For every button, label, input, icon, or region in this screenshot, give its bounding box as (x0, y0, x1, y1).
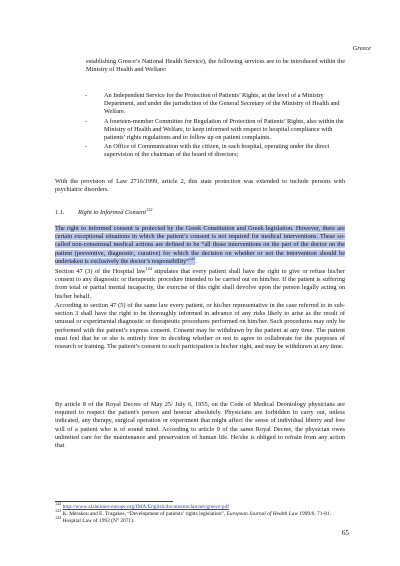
services-list (104, 92, 345, 161)
section-47-3-paragraph (55, 265, 346, 301)
footnote-ref: 124 (145, 265, 152, 271)
text-selection-highlight[interactable] (55, 225, 345, 265)
page-number: 65 (341, 529, 349, 537)
footnote (55, 501, 345, 511)
list-item: - An Independent Service for the Protection of Patients’ Rights, at the level of a Ministry Department, and under the jurisdiction of the General Secretary of the Ministry of Health and Welfare. (104, 92, 345, 117)
journal-title: European Journal of Health Law (226, 510, 298, 517)
section-heading (55, 206, 153, 216)
paragraph-lead: Section 47 (3) of the Hospital law (55, 268, 146, 275)
law-extension-paragraph: With the provision of Law 2716/1999, article 2, this state protection was extended to include persons with psychiatric disorders. (55, 178, 345, 194)
paragraph-end: . (195, 257, 197, 265)
list-item: - A fourteen-member Committee for Regulation of Protection of Patients’ Rights, also within the Ministry of Health and Welfare, to keep informed with respect to hospital compliance with patients’ rights regulations and to follow up on patient complaints. (104, 118, 345, 143)
royal-decree-paragraph: By article 8 of the Royal Decree of May 25/ July 6, 1955, on the Code of Medical Deontology physicians are required to respect the patient's person and honour absolutely. Physicians are forbidden to carry out, unless indicated, any therapy, surgical operation or experiment that might affect the sense of individual liberty and free will of a patient who is of sound mind. According to article 9 of the same Royal Decree, the physician owes unlimited care for the maintenance and preservation of human life. He/she is obliged to refrain from any action that (55, 401, 345, 450)
footnote (55, 508, 345, 518)
footnotes (55, 501, 345, 524)
section-title: Right to Informed Consent (78, 209, 146, 216)
footnote-ref: 122 (146, 206, 153, 212)
footnote-tail: 1999/6, 71-81. (298, 510, 331, 517)
section-number: 1.1. (55, 209, 65, 216)
list-item: - An Office of Communication with the citizen, in each hospital, operating under the direct supervision of the chairman of the board of directors; (104, 143, 345, 159)
footnote-text: Hospital Law of 1992 (N° 2071). (62, 517, 135, 524)
paragraph-rest: stipulates that every patient shall have the right to give or refuse his/her consent to any diagnostic or therapeutic procedure intended to be carried out on him/her. If the patient is suffering from total or partial mental incapacity, the exercise of this right shall devolve upon the person legally acting on his/her behalf. (55, 268, 346, 300)
section-47-5-paragraph: According to section 47 (5) of the same law every patient, or his/her representative in the case referred to in sub-section 3 shall have the right to be thoroughly informed in advance of any risks likely to arise as the result of unusual or experimental diagnostic or therapeutic procedures performed on him/her. Such procedures may only be performed with the patient’s express consent. Consent may be withdrawn by the patient at any time. The patient must feel that he or she is entirely free in deciding whether or not to agree to collaborate for the purposes of research or training. The patient’s consent to such participation is his/her right, and may be withdrawn at any time. (55, 302, 345, 351)
footnote (55, 514, 345, 525)
footnote-number: 124 (55, 514, 62, 520)
footnote-number: 123 (55, 508, 62, 513)
footnote-divider (55, 501, 173, 502)
footnote-link[interactable]: http://www.alzheimer-europe.org/IMA/English/documents/lawnet/greece.pdf (62, 504, 229, 510)
running-header: Greece (352, 45, 371, 52)
highlighted-text: The right to informed consent is protected by the Greek Constitution and Greek legislation. However, there are certain exceptional situations in which the patient’s consent is not required for medical interventions. These so-called non-consensual medical actions are defined to be “all those interventions on the part of the doctor on the patient (preventive, diagnostic, curative) for which the decision on whether or not the intervention should be undertaken is exclusively the doctor’s responsibility” (55, 225, 345, 265)
footnote-ref: 123 (189, 255, 196, 261)
highlighted-paragraph[interactable] (55, 225, 345, 266)
intro-paragraph: establishing Greece’s National Health Service), the following services are to be introduced within the Ministry of Health and Welfare: (86, 58, 345, 74)
footnote-number: 122 (55, 501, 62, 507)
footnote-text: K. Merakou and E. Tragakes, “Development of patients’ rights legislation”, (62, 510, 227, 517)
